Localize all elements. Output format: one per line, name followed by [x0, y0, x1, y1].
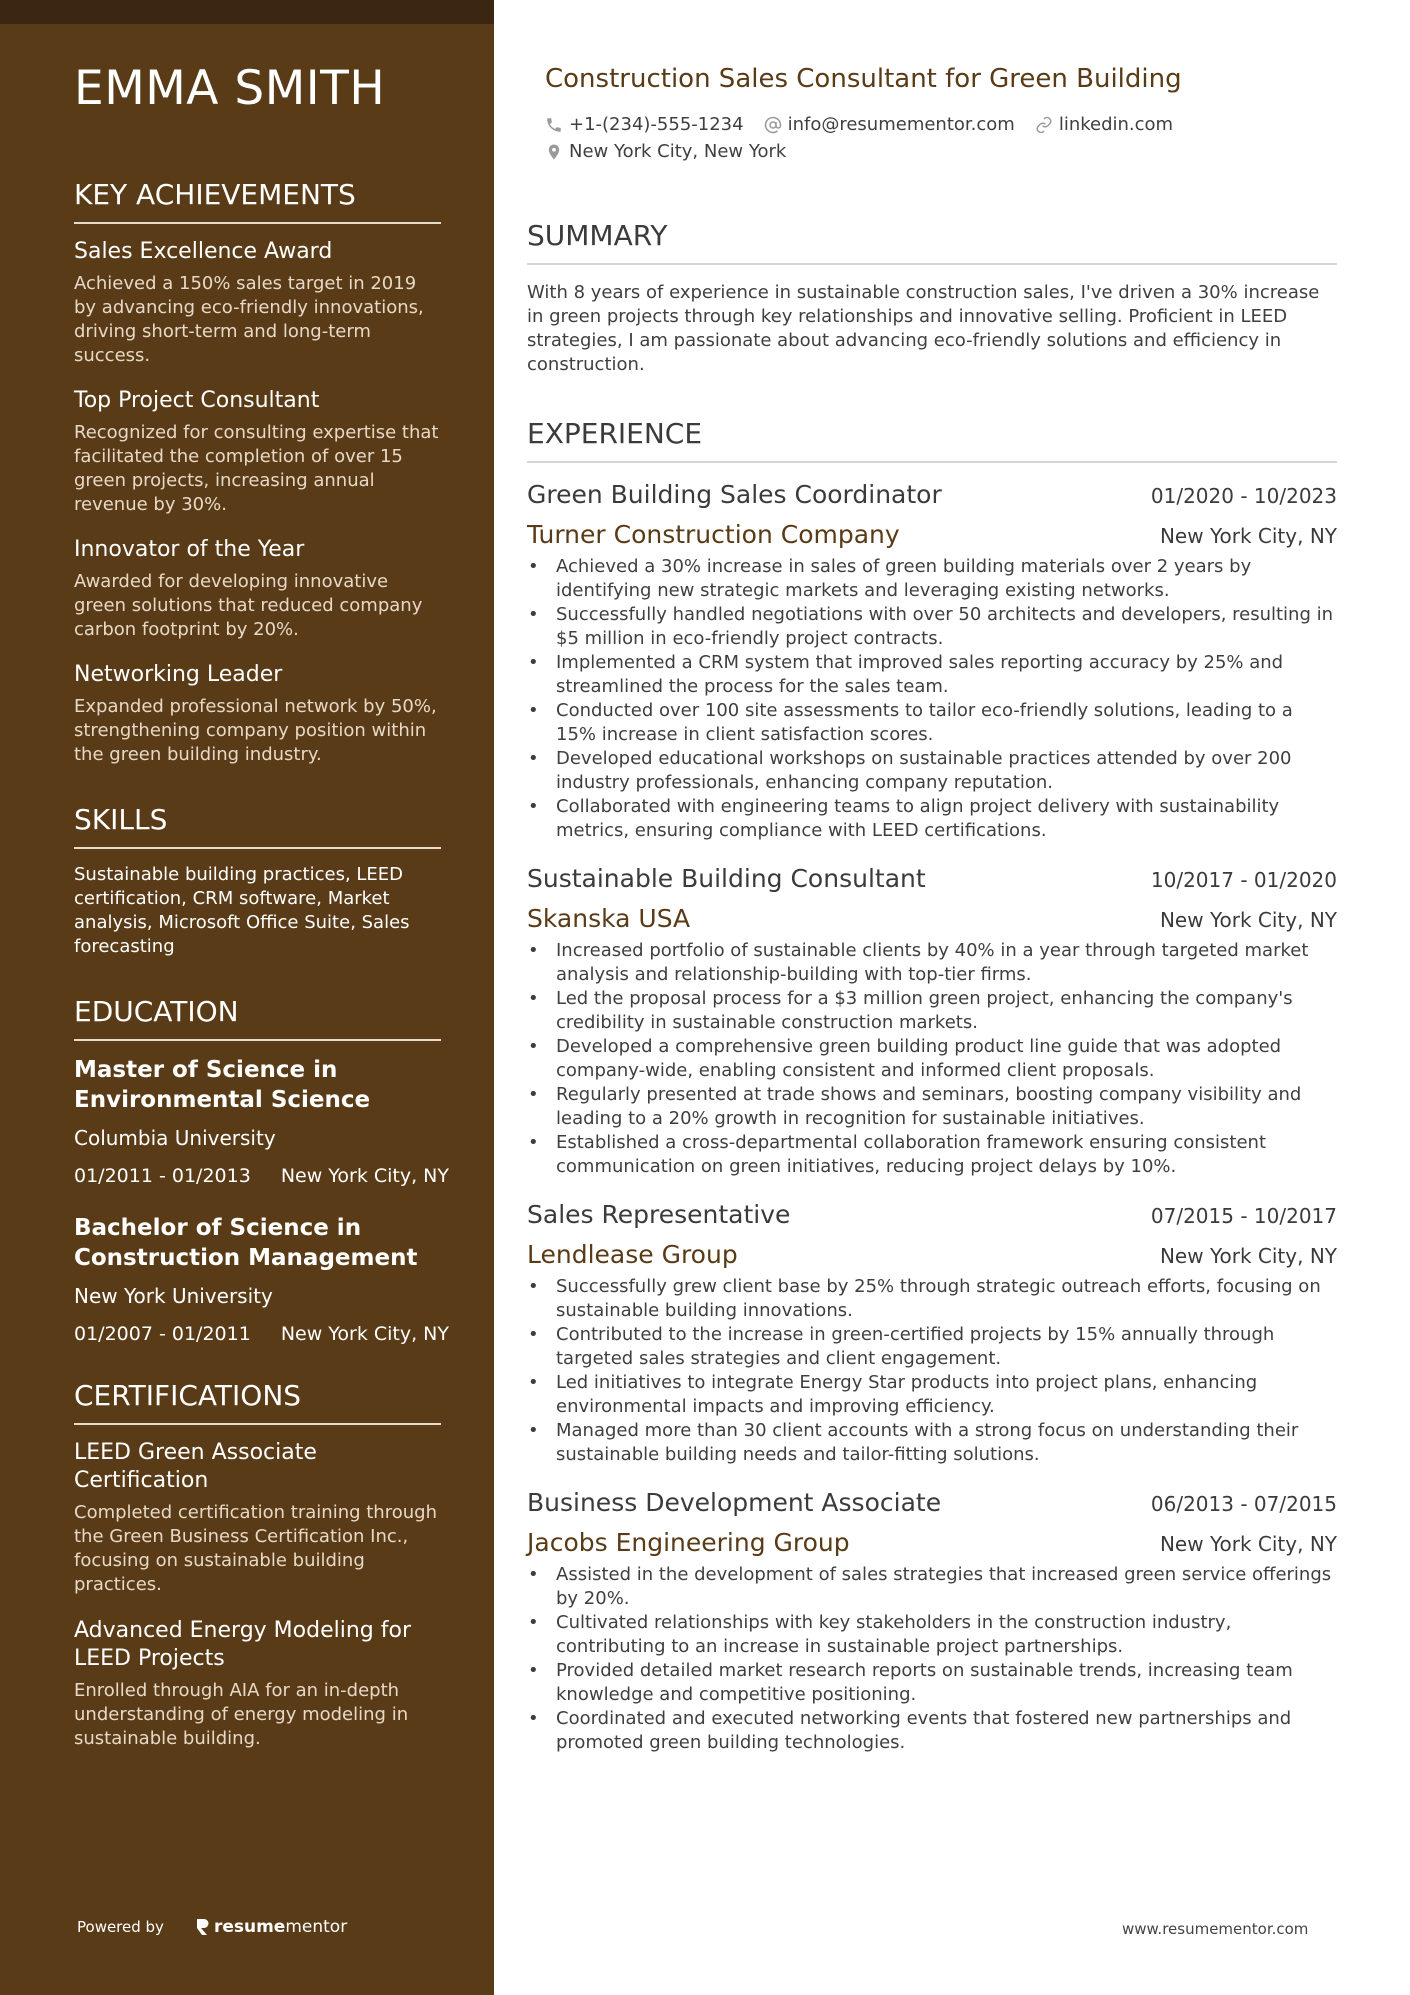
- bullet-item: • Developed a comprehensive green building product line guide that was adopted company-wide, enabling consistent and informed client proposals.: [527, 1035, 1337, 1083]
- education-item: [74, 1055, 449, 1189]
- experience-item: [527, 1199, 1337, 1467]
- education-degree: Master of Science in Environmental Science: [74, 1057, 371, 1113]
- bullet-item: • Managed more than 30 client accounts with a strong focus on understanding their sustainable building needs and tailor-fitting solutions.: [527, 1419, 1337, 1467]
- experience-item: [527, 479, 1337, 843]
- phone-text[interactable]: +1-(234)-555-1234: [569, 114, 744, 135]
- brand-logo[interactable]: [196, 1917, 347, 1937]
- achievement-desc: Achieved a 150% sales target in 2019 by advancing eco-friendly innovations, driving short-term and long-term success.: [74, 273, 424, 366]
- certifications-heading: CERTIFICATIONS: [74, 1379, 441, 1425]
- experience-item: [527, 1487, 1337, 1755]
- education-location: New York City, NY: [280, 1165, 449, 1187]
- job-title: Construction Sales Consultant for Green Building: [545, 64, 1182, 94]
- powered-by-label: Powered by: [77, 1918, 164, 1936]
- bullet-item: • Contributed to the increase in green-certified projects by 15% annually through targeted sales strategies and client engagement.: [527, 1323, 1337, 1371]
- bullet-item: • Achieved a 30% increase in sales of green building materials over 2 years by identifying new strategic markets and leveraging existing networks.: [527, 555, 1337, 603]
- certification-desc: Completed certification training through the Green Business Certification Inc., focusing on sustainable building practices.: [74, 1502, 437, 1595]
- education-item: [74, 1213, 449, 1347]
- education-school: New York University: [74, 1284, 273, 1308]
- experience-heading: EXPERIENCE: [527, 417, 1337, 463]
- achievement-item: [74, 387, 441, 517]
- experience-company: Jacobs Engineering Group: [527, 1528, 850, 1557]
- bullet-item: • Successfully handled negotiations with over 50 architects and developers, resulting in $5 million in eco-friendly project contracts.: [527, 603, 1337, 651]
- bullet-item: • Conducted over 100 site assessments to tailor eco-friendly solutions, leading to a 15% increase in client satisfaction scores.: [527, 699, 1337, 747]
- bullet-item: • Coordinated and executed networking events that fostered new partnerships and promoted green building technologies.: [527, 1707, 1337, 1755]
- sidebar: [0, 0, 494, 1995]
- experience-dates: 01/2020 - 10/2023: [1150, 484, 1337, 508]
- contact-row: [545, 114, 1193, 135]
- bullet-item: • Increased portfolio of sustainable clients by 40% in a year through targeted market analysis and relationship-building with top-tier firms.: [527, 939, 1337, 987]
- experience-role: Business Development Associate: [527, 1488, 942, 1517]
- achievement-title: Innovator of the Year: [74, 537, 305, 562]
- bullet-item: • Led initiatives to integrate Energy Star products into project plans, enhancing environmental impacts and improving efficiency.: [527, 1371, 1337, 1419]
- experience-dates: 06/2013 - 07/2015: [1150, 1492, 1337, 1516]
- experience-company: Lendlease Group: [527, 1240, 738, 1269]
- experience-location: New York City, NY: [1159, 1244, 1337, 1268]
- resumementor-logo-icon: [196, 1918, 209, 1936]
- email-text[interactable]: info@resumementor.com: [787, 114, 1015, 135]
- location-pin-icon: [545, 143, 563, 161]
- main-content: [527, 219, 1337, 1775]
- education-school: Columbia University: [74, 1126, 276, 1150]
- achievement-item: [74, 238, 441, 368]
- achievements-heading: KEY ACHIEVEMENTS: [74, 178, 441, 224]
- education-dates: 01/2007 - 01/2011: [74, 1323, 251, 1345]
- experience-company: Skanska USA: [527, 904, 691, 933]
- bullet-item: • Cultivated relationships with key stakeholders in the construction industry, contributing to an increase in sustainable project partnerships.: [527, 1611, 1337, 1659]
- summary-text: With 8 years of experience in sustainable construction sales, I've driven a 30% increase in green projects through key relationships and innovative selling. Proficient in LEED strategies, I am passionate about advancing eco-friendly solutions and efficiency in construction.: [527, 282, 1320, 375]
- bullet-item: • Successfully grew client base by 25% through strategic outreach efforts, focusing on sustainable building innovations.: [527, 1275, 1337, 1323]
- experience-company: Turner Construction Company: [527, 520, 900, 549]
- achievement-desc: Recognized for consulting expertise that facilitated the completion of over 15 green projects, increasing annual revenue by 30%.: [74, 422, 439, 515]
- powered-by: [77, 1917, 347, 1937]
- bullet-item: • Implemented a CRM system that improved sales reporting accuracy by 25% and streamlined the process for the sales team.: [527, 651, 1337, 699]
- experience-dates: 07/2015 - 10/2017: [1150, 1204, 1337, 1228]
- certification-title: Advanced Energy Modeling for LEED Projects: [74, 1618, 411, 1671]
- bullet-item: • Assisted in the development of sales strategies that increased green service offerings by 20%.: [527, 1563, 1337, 1611]
- email-at-icon: [764, 116, 782, 134]
- experience-role: Sustainable Building Consultant: [527, 864, 926, 893]
- bullet-item: • Established a cross-departmental collaboration framework ensuring consistent communication on green initiatives, reducing project delays by 10%.: [527, 1131, 1337, 1179]
- achievement-desc: Awarded for developing innovative green solutions that reduced company carbon footprint by 20%.: [74, 571, 423, 640]
- brand-name-light: mentor: [285, 1917, 348, 1937]
- candidate-name: EMMA SMITH: [74, 61, 386, 116]
- bullet-item: • Developed educational workshops on sustainable practices attended by over 200 industry professionals, enhancing company reputation.: [527, 747, 1337, 795]
- footer-url[interactable]: www.resumementor.com: [1122, 1920, 1309, 1938]
- experience-bullets: [527, 1563, 1337, 1755]
- achievement-title: Sales Excellence Award: [74, 239, 333, 264]
- education-heading: EDUCATION: [74, 995, 441, 1041]
- certification-item: [74, 1617, 441, 1751]
- location-row: [545, 141, 806, 162]
- location-text: New York City, New York: [569, 141, 787, 162]
- experience-role: Green Building Sales Coordinator: [527, 480, 942, 509]
- achievement-item: [74, 536, 441, 642]
- experience-bullets: [527, 939, 1337, 1179]
- experience-item: [527, 863, 1337, 1179]
- achievement-item: [74, 661, 441, 767]
- skills-heading: SKILLS: [74, 803, 441, 849]
- achievement-title: Networking Leader: [74, 662, 283, 687]
- education-degree: Bachelor of Science in Construction Management: [74, 1215, 418, 1271]
- experience-bullets: [527, 1275, 1337, 1467]
- bullet-item: • Collaborated with engineering teams to align project delivery with sustainability metrics, ensuring compliance with LEED certifications.: [527, 795, 1337, 843]
- bullet-item: • Led the proposal process for a $3 million green project, enhancing the company's credibility in sustainable construction markets.: [527, 987, 1337, 1035]
- education-dates: 01/2011 - 01/2013: [74, 1165, 251, 1187]
- bullet-item: • Regularly presented at trade shows and seminars, boosting company visibility and leading to a 20% growth in recognition for sustainable initiatives.: [527, 1083, 1337, 1131]
- experience-location: New York City, NY: [1159, 524, 1337, 548]
- phone-icon: [545, 116, 563, 134]
- experience-dates: 10/2017 - 01/2020: [1150, 868, 1337, 892]
- experience-location: New York City, NY: [1159, 908, 1337, 932]
- linkedin-text[interactable]: linkedin.com: [1058, 114, 1174, 135]
- experience-role: Sales Representative: [527, 1200, 791, 1229]
- summary-heading: SUMMARY: [527, 219, 1337, 265]
- achievement-title: Top Project Consultant: [74, 388, 320, 413]
- skills-text: Sustainable building practices, LEED certification, CRM software, Market analysis, Microsoft Office Suite, Sales forecasting: [74, 864, 410, 957]
- certification-title: LEED Green Associate Certification: [74, 1440, 317, 1493]
- link-icon: [1035, 116, 1053, 134]
- experience-bullets: [527, 555, 1337, 843]
- achievement-desc: Expanded professional network by 50%, strengthening company position within the green building industry.: [74, 696, 437, 765]
- certification-item: [74, 1439, 441, 1597]
- achievements-list: [74, 238, 441, 767]
- experience-location: New York City, NY: [1159, 1532, 1337, 1556]
- brand-name-bold: resume: [213, 1917, 286, 1937]
- bullet-item: • Provided detailed market research reports on sustainable trends, increasing team knowledge and competitive positioning.: [527, 1659, 1337, 1707]
- education-location: New York City, NY: [280, 1323, 449, 1345]
- certification-desc: Enrolled through AIA for an in-depth understanding of energy modeling in sustainable building.: [74, 1680, 409, 1749]
